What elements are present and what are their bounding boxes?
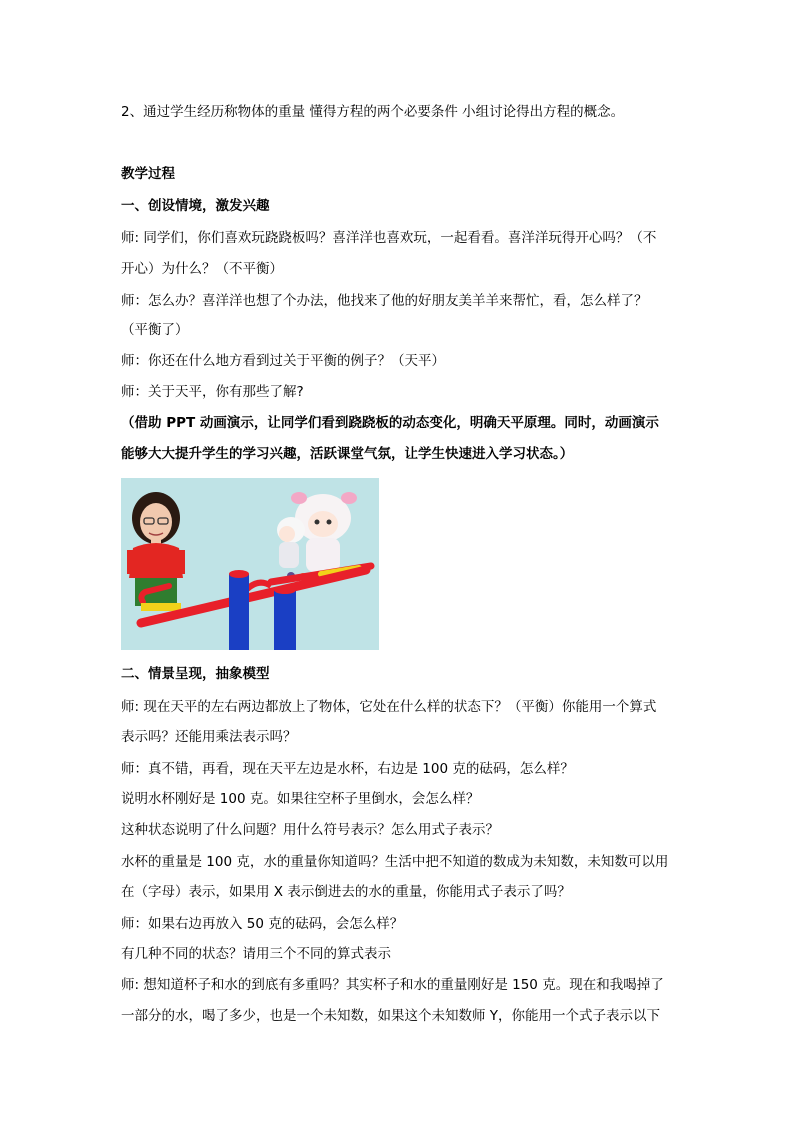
paragraph-line: 有几种不同的状态？请用三个不同的算式表示 (121, 946, 391, 962)
paragraph-line: 一部分的水，喝了多少，也是一个未知数，如果这个未知数师 Y，你能用一个式子表示以下 (121, 1008, 661, 1024)
paragraph-line: 在（字母）表示，如果用 X 表示倒进去的水的重量，你能用式子表示了吗？ (121, 884, 571, 900)
paragraph-line: 说明水杯刚好是 100 克。如果往空杯子里倒水，会怎么样？ (121, 791, 480, 807)
paragraph-line: 开心）为什么？（不平衡） (121, 261, 283, 277)
seesaw-illustration (121, 478, 379, 650)
paragraph-line: 水杯的重量是 100 克，水的重量你知道吗？生活中把不知道的数成为未知数，未知数可以用 (121, 854, 669, 870)
note-line: 能够大大提升学生的学习兴趣，活跃课堂气氛，让学生快速进入学习状态。） (121, 446, 574, 462)
paragraph-line: （平衡了） (121, 322, 189, 338)
section-heading-part-one: 一、创设情境，激发兴趣 (121, 198, 270, 214)
paragraph-line: 师: 现在天平的左右两边都放上了物体，它处在什么样的状态下？（平衡）你能用一个算式 (121, 699, 657, 715)
section-heading-part-two: 二、情景呈现，抽象模型 (121, 666, 270, 682)
section-heading-teaching-process: 教学过程 (121, 166, 175, 182)
paragraph-line: 师：真不错，再看，现在天平左边是水杯，右边是 100 克的砝码，怎么样？ (121, 761, 574, 777)
paragraph-line: 师：你还在什么地方看到过关于平衡的例子？（天平） (121, 353, 445, 369)
paragraph-line: 师：怎么办？喜洋洋也想了个办法，他找来了他的好朋友美羊羊来帮忙，看，怎么样了？ (121, 293, 648, 309)
paragraph-line: 师: 想知道杯子和水的到底有多重吗？其实杯子和水的重量刚好是 150 克。现在和我喝掉了 (121, 977, 664, 993)
paragraph-line: 师：关于天平，你有那些了解? (121, 384, 304, 400)
paragraph-line: 师：如果右边再放入 50 克的砝码，会怎么样？ (121, 916, 404, 932)
note-line: （借助 PPT 动画演示，让同学们看到跷跷板的动态变化，明确天平原理。同时，动画演示 (121, 415, 659, 431)
paragraph-line: 表示吗？还能用乘法表示吗？ (121, 729, 297, 745)
objective-line: 2、通过学生经历称物体的重量 懂得方程的两个必要条件 小组讨论得出方程的概念。 (121, 104, 625, 120)
paragraph-line: 师: 同学们，你们喜欢玩跷跷板吗？喜洋洋也喜欢玩，一起看看。喜洋洋玩得开心吗？（不 (121, 230, 657, 246)
paragraph-line: 这种状态说明了什么问题？用什么符号表示？怎么用式子表示？ (121, 822, 499, 838)
